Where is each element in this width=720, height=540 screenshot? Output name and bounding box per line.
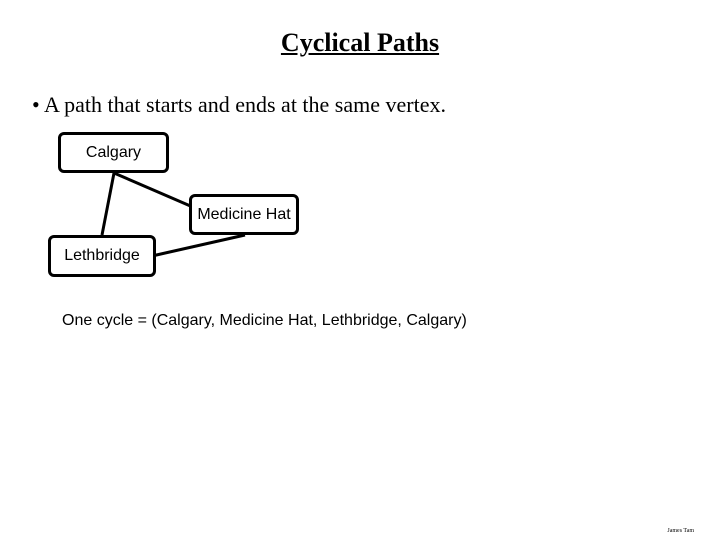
edge-lethbridge-calgary <box>102 173 114 235</box>
author-credit: James Tam <box>667 528 694 534</box>
node-calgary-label: Calgary <box>85 143 142 161</box>
node-calgary <box>58 132 169 173</box>
bullet-definition: • A path that starts and ends at the same vertex. <box>32 92 446 117</box>
node-medicine-hat-label: Medicine Hat <box>197 205 291 223</box>
edge-medicine-hat-lethbridge <box>152 235 245 256</box>
cycle-caption: One cycle = (Calgary, Medicine Hat, Lethbridge, Calgary) <box>62 312 467 329</box>
slide-title: Cyclical Paths <box>280 28 440 57</box>
node-medicine-hat <box>189 194 299 235</box>
node-lethbridge <box>48 235 156 277</box>
node-lethbridge-label: Lethbridge <box>64 247 140 264</box>
